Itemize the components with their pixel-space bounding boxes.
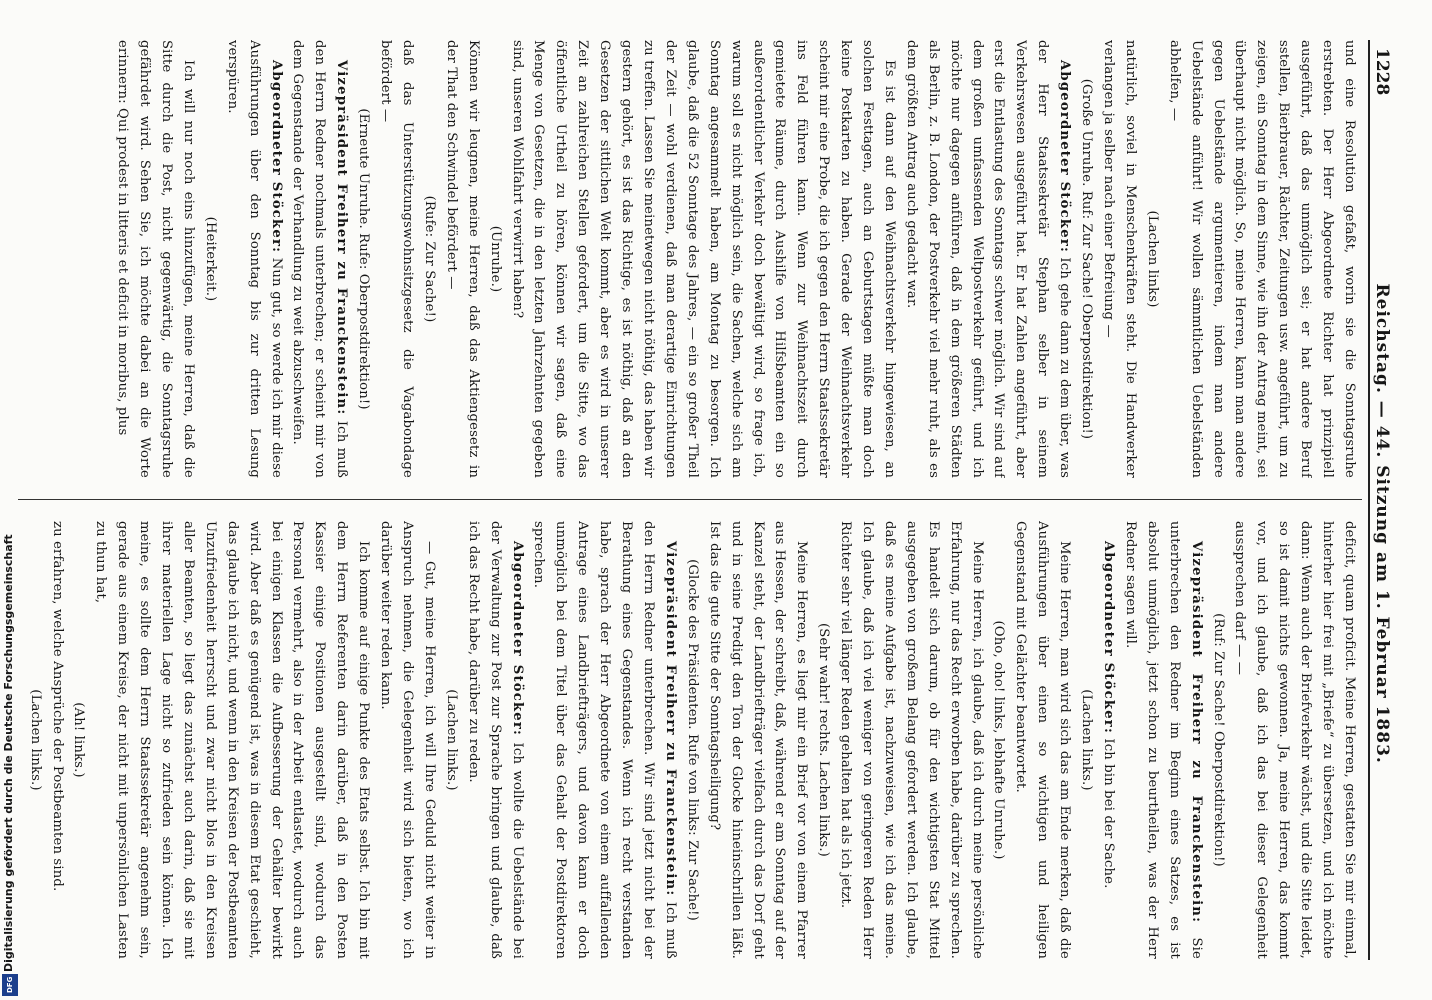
text-paragraph [89,521,374,959]
paragraph-text: Ich will nur noch eins hinzufügen, meine Herren, daß die Sitte durch die Post, nicht gegenwärtig, die Sonntagsruhe gefährdet wird. Sehen Sie, ich möchte dabei an die Worte erinnern: Qui prodest in litteris et deficit in moribus, plus [115,40,196,478]
paragraph-text: Ich komme auf einige Punkte des Etats selbst. Ich bin mit dem Herrn Referenten darin darüber, daß in den Posten Kassier einige Positionen ausgestellt sind, wodurch das Personal vermehrt, also in der Arbeit entlastet, wodurch auch bei einigen Klassen die Aufbesserung der Gehälter bewirkt wird. Aber daß es genügend ist, was in diesem Etat geschieht, das glaube ich nicht, und wenn in den Kreisen der Postbeamten Unzufriedenheit herrscht und zwar nicht blos in den Kreisen aller Beamten, so liegt das zunächst auch darin, daß sie mit ihrer materiellen Lage nicht so zufrieden sein können. Ich meine, es sollte dem Herrn Staatssekretär angenehm sein, gerade aus einem Kreise, der nicht mit unpersönlichen Lasten zu thun hat, [93,521,372,959]
paragraph-text: natürlich, soviel in Menschenkräften steht. Die Handwerker verlangen ja selber nach einer Befreiung — [1101,40,1138,478]
speaker-paragraph [528,521,681,959]
speaker-name: Vizepräsident Freiherr zu Franckenstein: [334,60,350,416]
page-header [1372,48,1400,952]
column-divider [18,499,1362,500]
dfg-logo-icon: DFG [2,974,18,996]
page-title: Reichstag. — 44. Sitzung am 1. Februar 1883. [1372,283,1392,764]
speaker-name: Abgeordneter Stöcker: [1057,60,1073,254]
speaker-name: Vizepräsident Freiherr zu Franckenstein: [1188,541,1204,924]
text-paragraph [506,40,900,478]
stage-direction: (Lachen links) [1144,210,1160,308]
text-paragraph [374,521,440,959]
stage-direction: (Lachen links.) [1079,689,1095,791]
stage-direction: (Ah! links.) [71,702,87,778]
speaker-name: Abgeordneter Stöcker: [509,541,525,737]
paragraph-text: Ich wollte die Uebelstände bei der Verwaltung zur Post zur Sprache bringen und glaube, daß ich das Recht habe, darüber zu reden. [465,521,525,959]
paragraph-text: — Gut, meine Herren, ich will Ihre Geduld nicht weiter in Anspruch nehmen, die Gelegenheit wird sich bieten, wo ich darüber weiter reden kann. [378,521,437,959]
paragraph-text: und eine Resolution gefaßt, worin sie die Sonntagsruhe erstrebten. Der Herr Abgeordnete Richter hat prinzipiell ausgeführt, daß das unmöglich sei; er hat andere Beruf sstellen, Bierbrauer, Rächter, Zeitungen usw. angeführt, um zu zeigen, ein Sonntag in dem Sinne, wie ihn der Antrag meint, sei überhaupt nicht möglich. So, meine Herren, kann man andere gegen Uebelstände argumentieren, indem man andere Uebelstände anführt! Wir wollen sämmtlichen Uebelständen abhelfen, — [1166,40,1357,478]
text-paragraph [703,521,813,959]
speaker-name: Abgeordneter Stöcker: [1101,541,1117,735]
speaker-paragraph [287,40,353,478]
text-paragraph [1229,521,1360,959]
digitization-credit [0,0,18,1000]
speaker-paragraph [221,40,287,478]
right-column [20,521,1360,959]
stage-direction: (Oho, oho! links, lebhafte Unruhe.) [991,620,1007,860]
stage-direction: (Lachen links.) [27,689,43,791]
paragraph-text: zu erfahren, welche Ansprüche der Postbeamten sind. [49,521,65,892]
paragraph-text: Ich gehe dann zu dem über, was der Herr Staatssekretär Stephan selber in seinem Verkehrswesen ausgeführt hat. Er hat Zahlen angeführt, aber erst die Entlastung des Sonntags schwer möglich. Wir sind auf dem großen umfassenden Weltpostverkehr geführt, und ich möchte nur dagegen anführen, daß in dem größeren Städten als Berlin, z. B. London, der Postverkehr viel mehr ruht, als es dem größten Antrag auch gedacht war. [903,40,1073,478]
text-paragraph [834,521,987,959]
speaker-paragraph [462,521,528,959]
page-number: 1228 [1372,48,1392,96]
speaker-name: Vizepräsident Freiherr zu Franckenstein: [662,541,678,897]
speaker-name: Abgeordneter Stöcker: [268,60,284,254]
paragraph-text: Meine Herren, man wird sich das am Ende merken, daß die Ausführungen über einen so wichtigen und heiligen Gegenstand mit Gelächter beantwortet. [1013,521,1073,959]
paragraph-text: Nun gut, so werde ich mir diese Ausführungen über den Sonntag bis zur dritten Lesung verspüren. [224,40,284,478]
speaker-paragraph [1119,521,1207,959]
speaker-paragraph [900,40,1075,478]
stage-direction: (Unruhe.) [487,225,503,293]
stage-direction: (Lachen links.) [443,689,459,791]
credit-text: Digitalisierung gefördert durch die Deutsche Forschungsgemeinschaft [2,534,15,972]
paragraph-text: deficit, quam proficit. Meine Herren, gestatten Sie mir einmal, hinterher hier frei mit „Briefe“ zu übersetzen, und ich möchte dann: Wenn auch der Briefverkehr wächst, und die Sitte leidet, so ist damit nichts gewonnen. Ja, meine Herren, das kommt vor, und ich glaube, daß ich das bei dieser Gelegenheit aussprechen darf — — [1232,521,1357,959]
paragraph-text: Können wir leugnen, meine Herren, daß das Aktiengesetz in der That den Schwindel befördert — [443,40,481,478]
text-paragraph [1010,521,1076,959]
paragraph-text: Ich muß den Herrn Redner nochmals unterbrechen; er scheint mir von dem Gegenstande der Verhandlung zu weit abzuschweifen. [290,40,350,478]
paragraph-text: Ich bin bei der Sache. [1101,738,1117,889]
stage-direction: (Rufe: Zur Sache!) [421,195,437,323]
stage-direction: (Große Unruhe. Ruf: Zur Sache! Oberpostdirektion!) [1079,78,1095,440]
text-paragraph [111,40,199,478]
stage-direction: (Erneute Unruhe. Rufe: Oberpostdirektion!) [356,108,372,410]
paragraph-text: Es ist dann auf den Weihnachtsverkehr hingewiesen, an solchen Festtagen, auch an Geburtstagen müßte man doch keine Postkarten zu haben. Gerade der Weihnachtsverkehr scheint mir eine Probe, die ich gegen den Herrn Staatssekretär ins Feld führen kann. Wenn zur Weihnachtszeit durch gemietete Räume, durch Aushilfe von Hilfsbeamten ein so außerordentlicher Verkehr doch bewältigt wird, so frage ich, warum soll es nicht möglich sein, die Sachen, welche sich am Sonntag angesammelt haben, am Montag zu besorgen. Ich glaube, daß die 52 Sonntage des Jahres, — ein so großer Theil der Zeit — wohl verdienen, daß man derartige Einrichtungen zu treffen. Lassen Sie meinetwegen nicht nöthig, das haben wir gestern gehört, es ist das Richtige, es ist nöthig, daß an den Gesetzen der sittlichen Welt kommt, aber es wird in unserer Zeit an zahlreichen Stellen gefordert, um die Sitte, wo das öffentliche Urtheil zu hören, können wir sagen, daß eine Menge von Gesetzen, die in den letzten Jahrzehnten gegeben sind, unseren Wohlfahrt verwirrt haben? [509,40,897,478]
text-paragraph [1163,40,1360,478]
stage-direction: (Sehr wahr! rechts. Lachen links.) [816,623,832,857]
text-paragraph [374,40,418,478]
header-rule [1368,40,1370,960]
stage-direction: (Heiterkeit.) [202,216,218,302]
text-paragraph [440,40,484,478]
speaker-paragraph [1097,521,1119,959]
paragraph-text: daß das Unterstützungswohnsitzgesetz die Vagabondage befördert — [378,40,416,478]
paragraph-text: Meine Herren, es liegt mir ein Brief vor von einem Pfarrer aus Hessen, der schreibt, daß, während er am Sonntag auf der Kanzel steht, der Landbriefträger vielfach durch das Dorf geht und in seine Predigt den Ton der Glocke hineinschrillen läßt. Ist das die gute Sitte der Sonntagsheiligung? [706,521,810,959]
paragraph-text: Ich muß den Herrn Redner unterbrechen. Wir sind jetzt nicht bei der Berathung eines Gegenstandes. Wenn ich recht verstanden habe, sprach der Herr Abgeordnete von einem auffallenden Antrage eines Landbriefträgers, und davon kann er doch unmöglich bei dem Titel über das Gehalt der Postdirektoren sprechen. [531,521,678,959]
text-paragraph [46,521,68,959]
paragraph-text: Sie unterbrechen den Redner im Beginn eines Satzes, es ist absolut unmöglich, jetzt schon zu beurtheilen, was der Herr Redner sagen will. [1122,521,1204,959]
text-paragraph [1097,40,1141,478]
paragraph-text: Meine Herren, ich glaube, daß ich durch meine persönliche Erfahrung, nur das Recht erworben habe, darüber zu sprechen. Es handelt sich darum, ob für den wichtigsten Stat Mittel ausgegeben von großem Belang gefordert werden. Ich glaube, daß es meine Aufgabe ist, nachzuweisen, wie ich das meine. Ich glaube, daß ich viel weniger von geringeren Reden Herr Richter sehr viel länger Reden gehalten hat als ich jetzt. [838,521,985,959]
stage-direction: (Glocke des Präsidenten. Rufe von links: Zur Sache!) [684,559,700,921]
stage-direction: (Ruf: Zur Sache! Oberpostdirektion!) [1210,613,1226,867]
left-column [20,40,1360,478]
